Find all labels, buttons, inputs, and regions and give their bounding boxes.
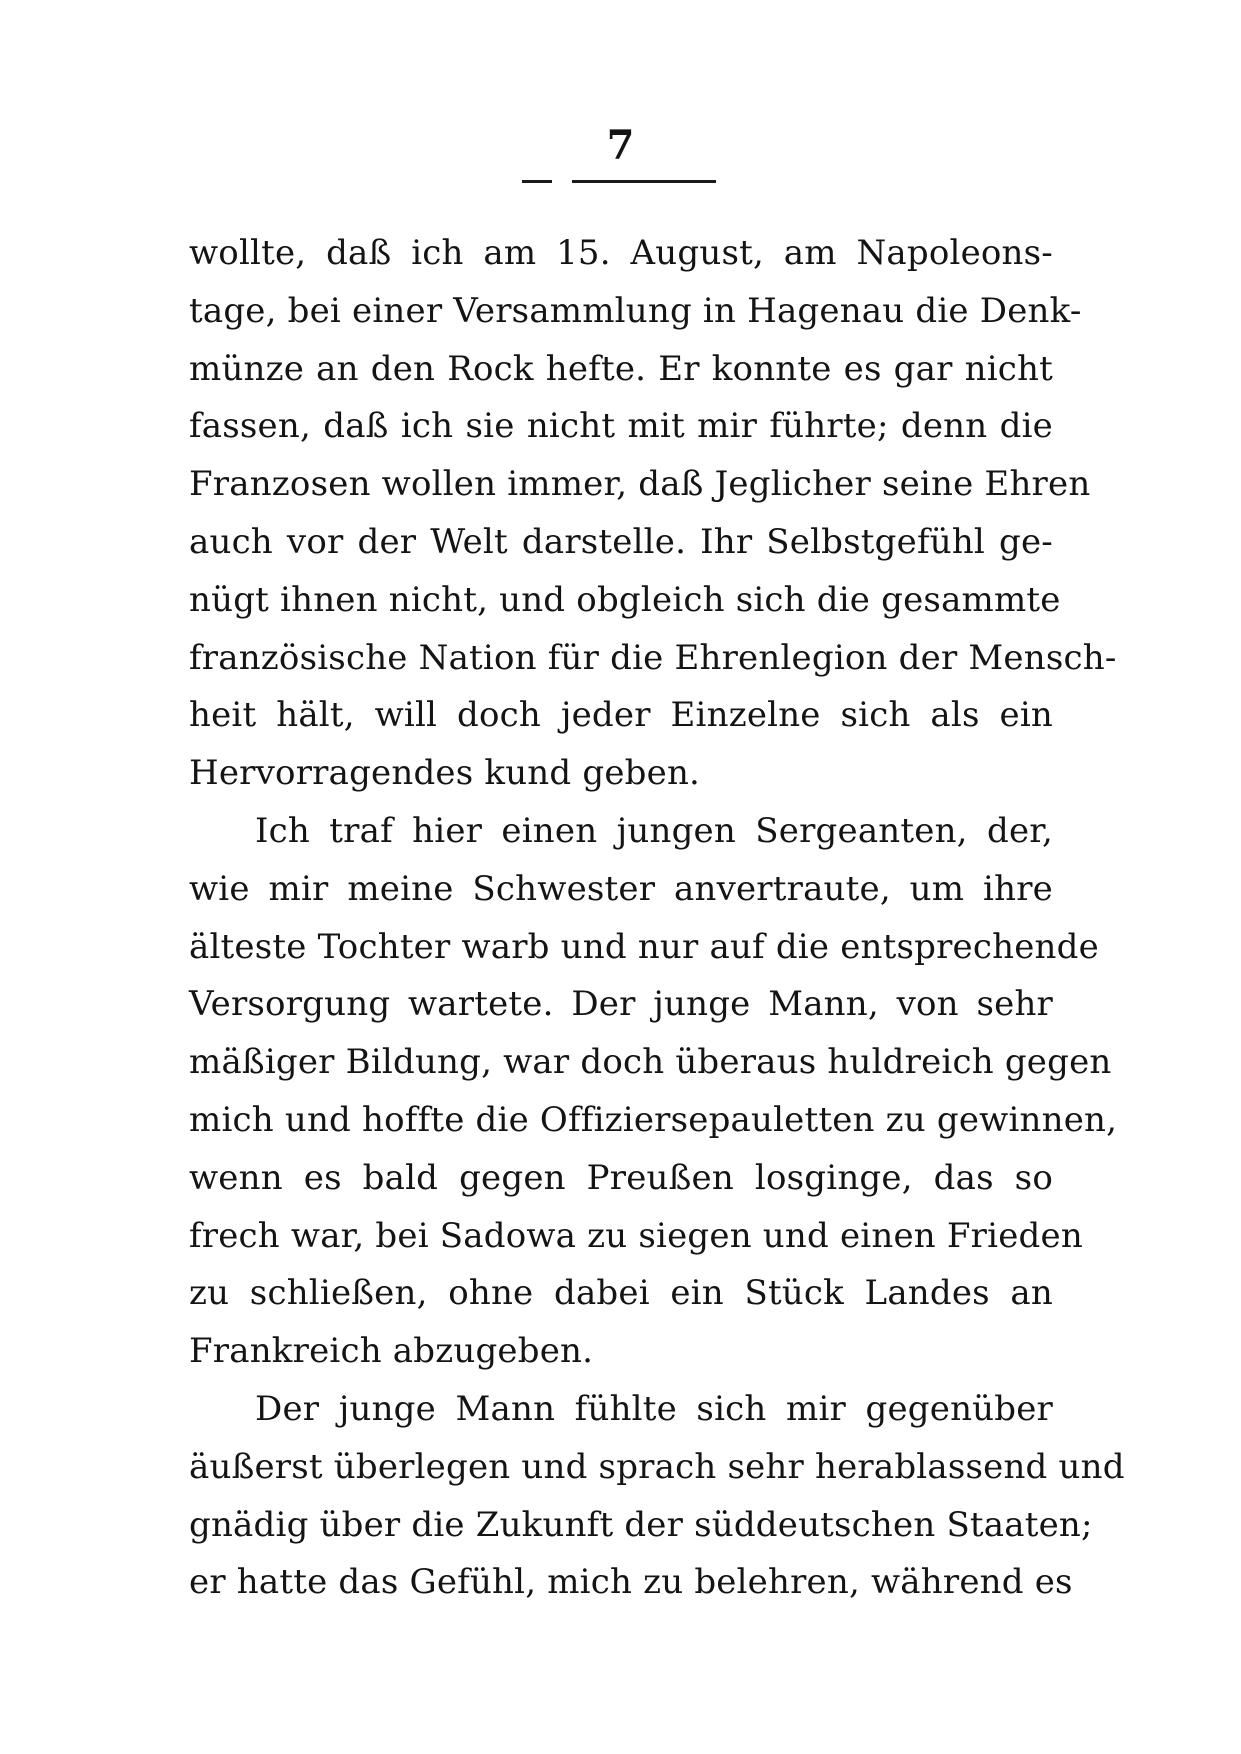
- text-line: heit hält, will doch jeder Einzelne sich als ein: [189, 695, 1053, 736]
- text-line: Hervorragendes kund geben.: [189, 753, 701, 794]
- text-line: äußerst überlegen und sprach sehr herablassend und: [189, 1446, 1125, 1487]
- text-line: wie mir meine Schwester anvertraute, um ihre: [189, 868, 1053, 909]
- text-line: auch vor der Welt darstelle. Ihr Selbstgefühl ge-: [189, 521, 1053, 562]
- text-line: älteste Tochter warb und nur auf die entsprechende: [189, 926, 1099, 967]
- page-number: 7: [606, 122, 635, 169]
- text-line: wollte, daß ich am 15. August, am Napoleons-: [189, 233, 1053, 273]
- text-line: fassen, daß ich sie nicht mit mir führte; denn die: [189, 406, 1053, 447]
- text-line: mich und hoffte die Offiziersepauletten zu gewinnen,: [189, 1099, 1118, 1140]
- text-line: mäßiger Bildung, war doch überaus huldreich gegen: [189, 1042, 1112, 1083]
- text-line: Versorgung wartete. Der junge Mann, von sehr: [189, 984, 1053, 1025]
- text-line: französische Nation für die Ehrenlegion der Mensch-: [189, 637, 1117, 678]
- text-line: Ich traf hier einen jungen Sergeanten, der,: [255, 810, 1053, 851]
- text-line: zu schließen, ohne dabei ein Stück Landes an: [189, 1273, 1053, 1314]
- text-line: nügt ihnen nicht, und obgleich sich die gesammte: [189, 579, 1061, 620]
- text-line: Der junge Mann fühlte sich mir gegenüber: [255, 1388, 1053, 1429]
- text-line: tage, bei einer Versammlung in Hagenau die Denk-: [189, 290, 1082, 331]
- body-text: [189, 225, 1125, 1612]
- text-line: gnädig über die Zukunft der süddeutschen Staaten;: [189, 1504, 1093, 1545]
- text-line: er hatte das Gefühl, mich zu belehren, während es: [189, 1562, 1073, 1603]
- header-rule-left: [522, 180, 552, 183]
- header-rule-right: [572, 180, 716, 183]
- text-line: Frankreich abzugeben.: [189, 1331, 594, 1372]
- text-line: Franzosen wollen immer, daß Jeglicher seine Ehren: [189, 464, 1091, 505]
- text-line: frech war, bei Sadowa zu siegen und einen Frieden: [189, 1215, 1083, 1256]
- text-line: münze an den Rock hefte. Er konnte es gar nicht: [189, 348, 1053, 389]
- text-line: wenn es bald gegen Preußen losginge, das so: [189, 1157, 1053, 1198]
